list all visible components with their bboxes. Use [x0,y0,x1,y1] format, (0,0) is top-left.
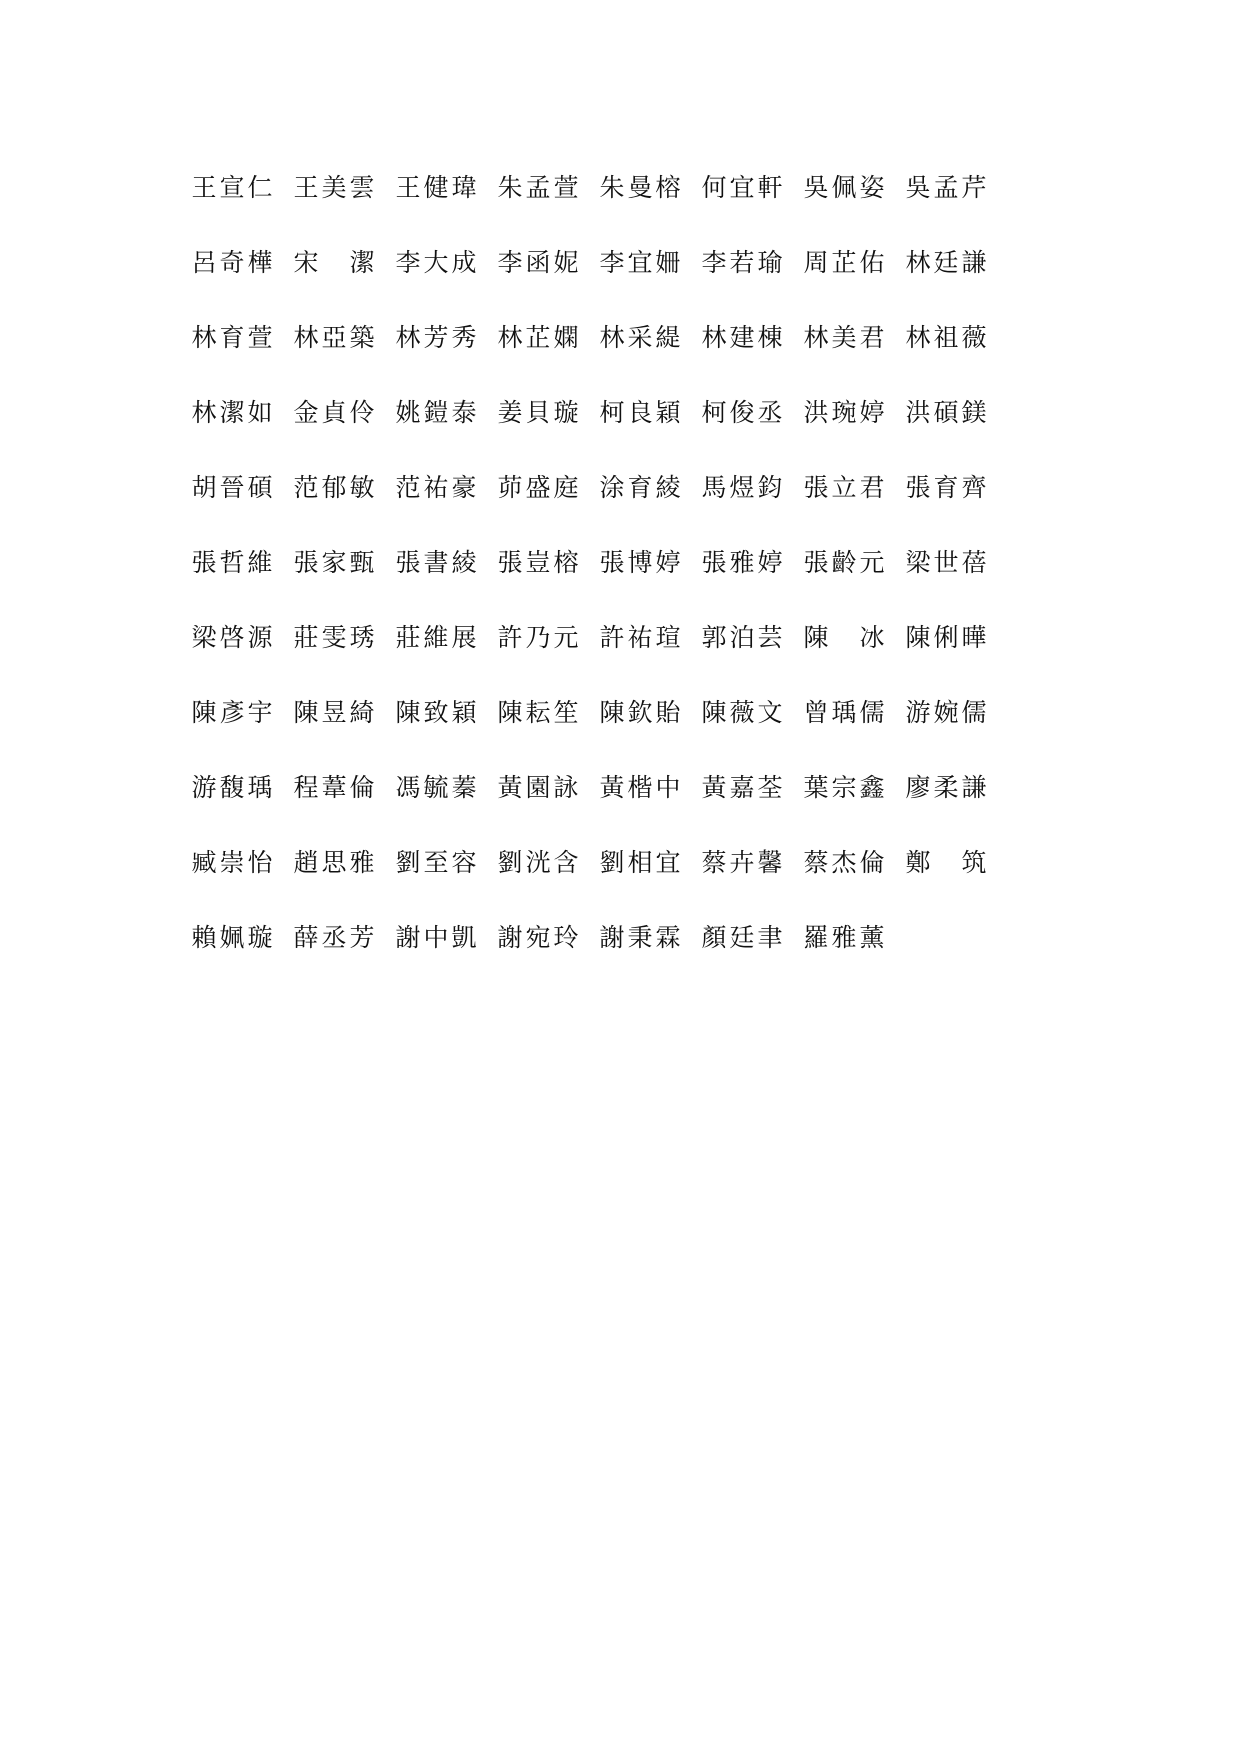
name-entry: 林 芳 秀 [395,323,477,352]
name-entry: 臧 崇 怡 [191,848,273,877]
name-entry: 郭 泊 芸 [701,623,783,652]
name-entry: 謝 秉 霖 [599,923,681,952]
name-entry: 張 書 綾 [395,548,477,577]
name-entry: 張 育 齊 [905,473,987,502]
name-entry: 葉 宗 鑫 [803,773,885,802]
name-entry: 謝 宛 玲 [497,923,579,952]
name-entry: 林 采 緹 [599,323,681,352]
name-entry: 游 婉 儒 [905,698,987,727]
name-entry: 林 祖 薇 [905,323,987,352]
name-entry: 黃 嘉 荃 [701,773,783,802]
name-entry: 范 郁 敏 [293,473,375,502]
name-entry: 鄭 筑 [905,848,987,877]
name-entry: 游 馥 瑀 [191,773,273,802]
name-entry: 吳 佩 姿 [803,173,885,202]
name-entry: 薛 丞 芳 [293,923,375,952]
name-entry: 張 豈 榕 [497,548,579,577]
name-entry: 馬 煜 鈞 [701,473,783,502]
name-entry: 馮 毓 蓁 [395,773,477,802]
name-entry: 劉 洸 含 [497,848,579,877]
name-entry: 張 博 婷 [599,548,681,577]
name-entry: 黃 楷 中 [599,773,681,802]
name-entry: 梁 世 蓓 [905,548,987,577]
name-entry: 林 亞 築 [293,323,375,352]
name-entry: 張 齡 元 [803,548,885,577]
name-entry: 李 函 妮 [497,248,579,277]
name-entry: 陳 冰 [803,623,885,652]
name-entry: 許 乃 元 [497,623,579,652]
name-entry: 林 潔 如 [191,398,273,427]
name-entry: 陳 欽 貽 [599,698,681,727]
name-entry: 王 美 雲 [293,173,375,202]
name-entry: 劉 至 容 [395,848,477,877]
name-entry: 林 育 萱 [191,323,273,352]
name-entry: 陳 耘 笙 [497,698,579,727]
name-entry: 顏 廷 聿 [701,923,783,952]
name-entry: 王 健 瑋 [395,173,477,202]
name-entry: 陳 薇 文 [701,698,783,727]
name-entry: 張 家 甄 [293,548,375,577]
name-entry: 金 貞 伶 [293,398,375,427]
name-entry: 茆 盛 庭 [497,473,579,502]
name-entry: 蔡 杰 倫 [803,848,885,877]
name-entry: 林 建 棟 [701,323,783,352]
name-entry: 陳 致 穎 [395,698,477,727]
name-entry: 蔡 卉 馨 [701,848,783,877]
name-entry: 劉 相 宜 [599,848,681,877]
name-entry: 柯 良 穎 [599,398,681,427]
name-entry: 莊 雯 琇 [293,623,375,652]
name-entry: 張 立 君 [803,473,885,502]
name-entry: 吳 孟 芹 [905,173,987,202]
name-entry: 涂 育 綾 [599,473,681,502]
name-entry: 莊 維 展 [395,623,477,652]
name-entry: 陳 昱 綺 [293,698,375,727]
name-entry: 洪 碩 鎂 [905,398,987,427]
name-entry: 李 若 瑜 [701,248,783,277]
name-entry: 梁 啓 源 [191,623,273,652]
name-entry: 廖 柔 謙 [905,773,987,802]
name-entry: 陳 俐 曄 [905,623,987,652]
name-entry: 許 祐 瑄 [599,623,681,652]
name-entry: 林 廷 謙 [905,248,987,277]
name-entry: 洪 琬 婷 [803,398,885,427]
name-entry: 王 宣 仁 [191,173,273,202]
name-entry: 姚 鎧 泰 [395,398,477,427]
name-entry: 宋 潔 [293,248,375,277]
name-entry: 范 祐 豪 [395,473,477,502]
name-entry: 羅 雅 薰 [803,923,885,952]
name-entry: 李 大 成 [395,248,477,277]
name-entry: 胡 晉 碩 [191,473,273,502]
name-entry: 周 芷 佑 [803,248,885,277]
name-entry: 程 葦 倫 [293,773,375,802]
name-entry: 張 雅 婷 [701,548,783,577]
name-entry: 黃 園 詠 [497,773,579,802]
name-entry: 李 宜 姍 [599,248,681,277]
name-entry: 趙 思 雅 [293,848,375,877]
name-entry: 林 芷 嫻 [497,323,579,352]
name-entry: 張 哲 維 [191,548,273,577]
name-entry: 何 宜 軒 [701,173,783,202]
name-entry: 林 美 君 [803,323,885,352]
name-entry: 謝 中 凱 [395,923,477,952]
name-entry: 呂 奇 樺 [191,248,273,277]
name-list [190,163,1030,988]
name-entry: 曾 瑀 儒 [803,698,885,727]
name-entry: 陳 彥 宇 [191,698,273,727]
name-entry: 朱 曼 榕 [599,173,681,202]
name-entry: 柯 俊 丞 [701,398,783,427]
name-entry: 朱 孟 萱 [497,173,579,202]
name-entry: 賴 姵 璇 [191,923,273,952]
name-entry: 姜 貝 璇 [497,398,579,427]
